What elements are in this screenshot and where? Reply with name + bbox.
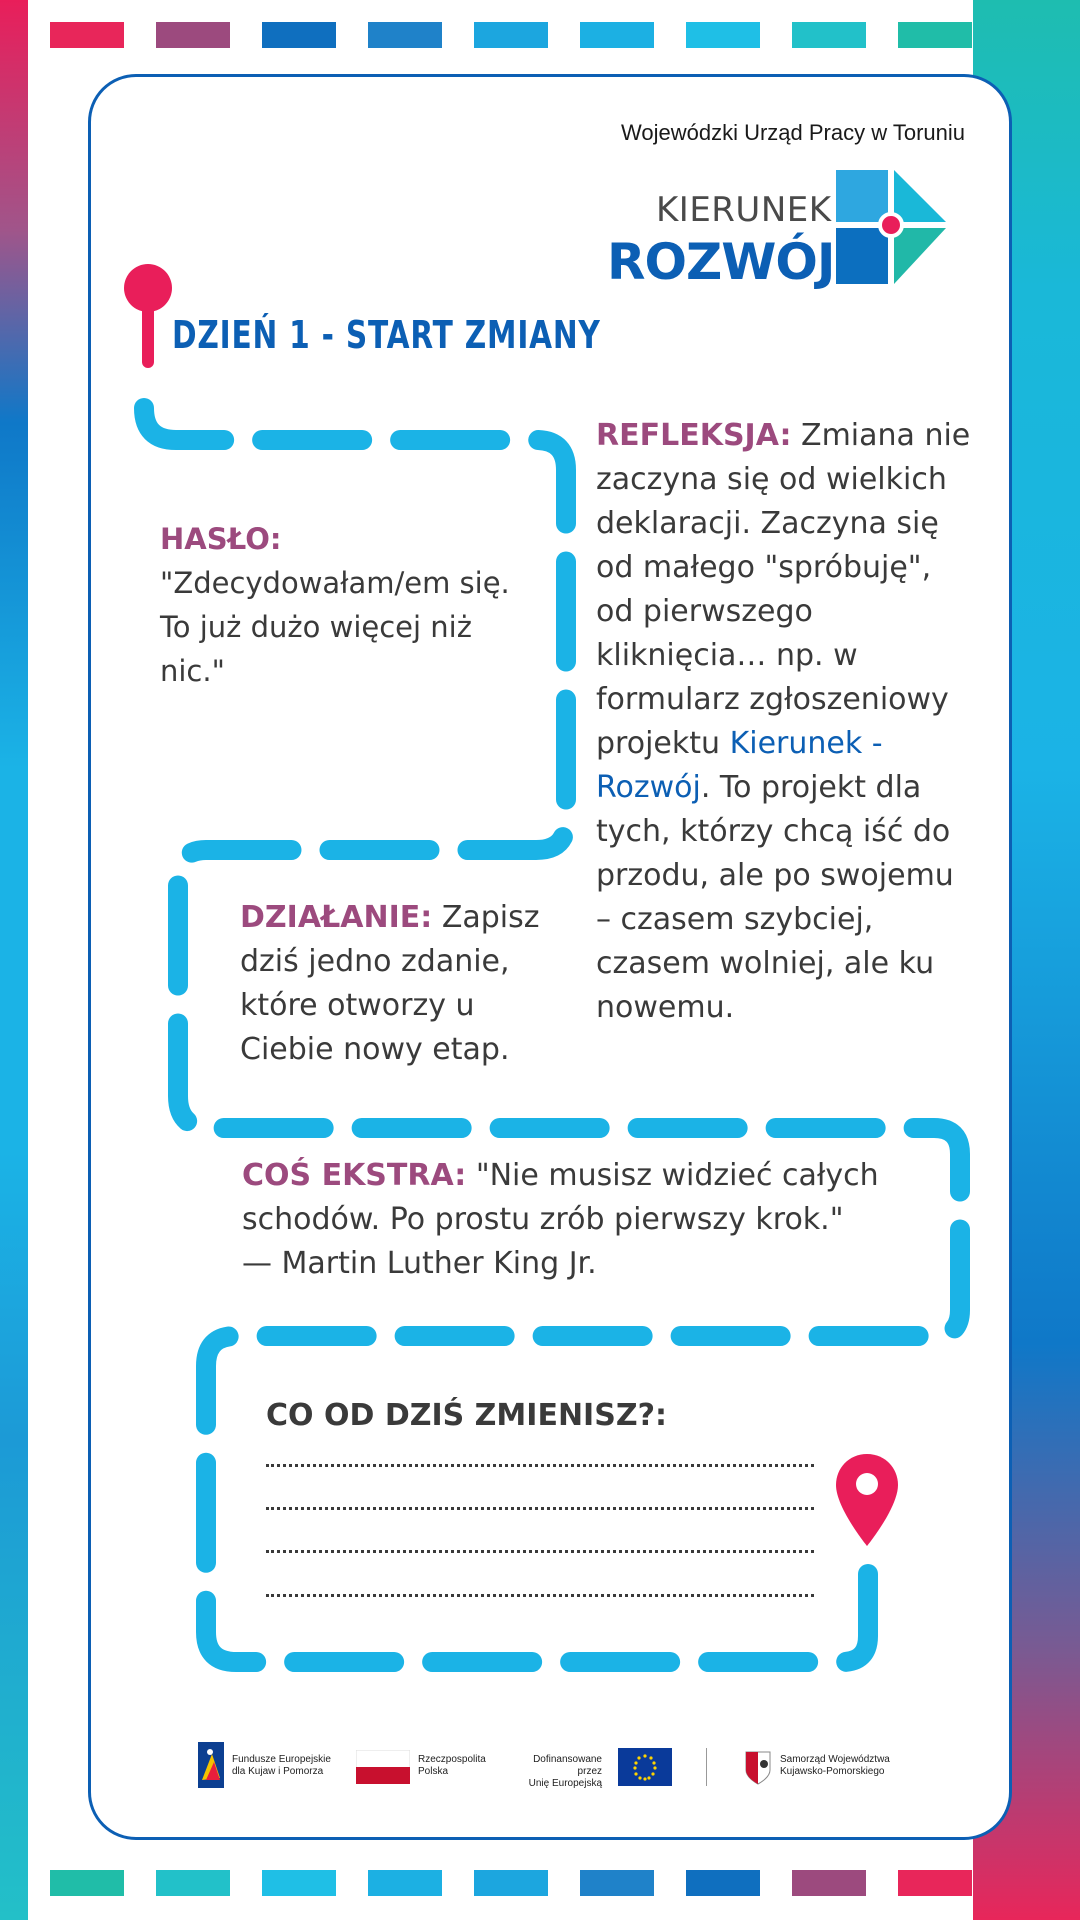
dzialanie-text: Zapisz dziś jedno zdanie, które otworzy u Ciebie nowy etap. (240, 900, 540, 1067)
eu-line-1: Dofinansowane przez (533, 1754, 602, 1777)
refleksja-section (596, 414, 976, 1030)
haslo-label: HASŁO: (160, 522, 282, 556)
refleksja-text-end: . To projekt dla tych, którzy chcą iść do przodu, ale po swojemu – czasem szybciej, czasem wolniej, ale ku nowemu. (596, 770, 954, 1025)
sw-line-2: Kujawsko-Pomorskiego (780, 1766, 885, 1777)
haslo-section (160, 517, 540, 693)
fe-logo-text (232, 1754, 331, 1778)
kierunek-rozwoj-logo-mark (836, 170, 950, 284)
cos-ekstra-section (242, 1154, 942, 1286)
haslo-text: "Zdecydowałam/em się. To już dużo więcej niż nic." (160, 566, 510, 688)
rp-line-2: Polska (418, 1766, 449, 1777)
rp-logo-text (418, 1754, 486, 1778)
fe-line-2: dla Kujaw i Pomorza (232, 1766, 324, 1777)
region-coat-of-arms-icon (744, 1750, 772, 1786)
answer-line-2[interactable] (266, 1507, 814, 1510)
eu-logo-text (510, 1754, 602, 1790)
start-pin-icon (122, 262, 174, 370)
rp-line-1: Rzeczpospolita (418, 1754, 486, 1765)
answer-line-3[interactable] (266, 1550, 814, 1553)
refleksja-label: REFLEKSJA: (596, 418, 792, 453)
cos-ekstra-quote: "Nie musisz widzieć całych schodów. Po prostu zrób pierwszy krok." (242, 1158, 879, 1237)
refleksja-text: Zmiana nie zaczyna się od wielkich deklaracji. Zaczyna się od małego "spróbuję", od pierwszego kliknięcia… np. w formularz zgłoszeniowy projektu (596, 418, 971, 761)
organization-name: Wojewódzki Urząd Pracy w Toruniu (621, 120, 965, 145)
fe-line-1: Fundusze Europejskie (232, 1754, 331, 1765)
question-heading: CO OD DZIŚ ZMIENISZ?: (266, 1398, 667, 1433)
answer-line-1[interactable] (266, 1464, 814, 1467)
page-title: DZIEŃ 1 - START ZMIANY (172, 313, 601, 357)
eu-flag-icon (618, 1748, 672, 1786)
footer-logos (198, 1740, 928, 1796)
fe-logo-icon (198, 1740, 224, 1790)
cos-ekstra-label: COŚ EKSTRA: (242, 1158, 467, 1193)
dzialanie-label: DZIAŁANIE: (240, 900, 433, 935)
answer-line-4[interactable] (266, 1594, 814, 1597)
eu-line-2: Unię Europejską (528, 1778, 602, 1789)
logo-text-kierunek: KIERUNEK (656, 190, 832, 230)
polish-flag-icon (356, 1750, 410, 1784)
quote-author: — Martin Luther King Jr. (242, 1246, 597, 1281)
logo-text-rozwoj: ROZWÓJ (607, 233, 835, 291)
project-link[interactable]: Kierunek - Rozwój (596, 726, 883, 805)
sw-line-1: Samorząd Województwa (780, 1754, 890, 1765)
footer-divider (706, 1748, 707, 1786)
sw-logo-text (780, 1754, 890, 1778)
dzialanie-section (240, 896, 550, 1072)
location-pin-icon (834, 1452, 900, 1548)
